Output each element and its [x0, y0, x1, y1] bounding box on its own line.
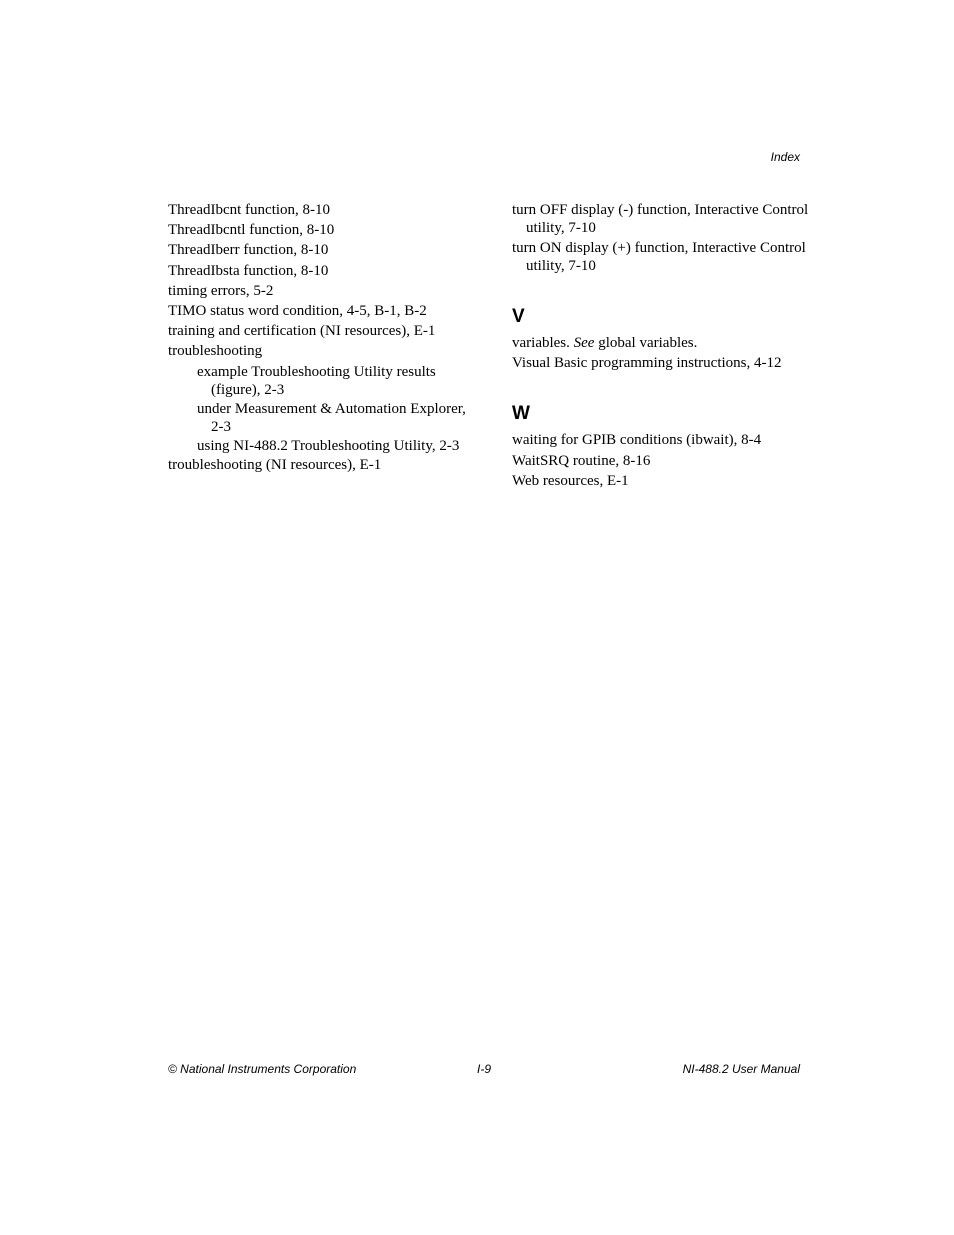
section-letter-w: W	[512, 403, 530, 425]
footer-manual-title: NI-488.2 User Manual	[682, 1062, 800, 1076]
index-entry: troubleshooting (NI resources), E-1	[168, 457, 382, 474]
index-subentry: under Measurement & Automation Explorer, 2-3	[197, 400, 466, 435]
running-header: Index	[770, 150, 800, 164]
index-entry: troubleshooting	[168, 343, 263, 360]
index-column-left	[168, 201, 468, 476]
index-entry: timing errors, 5-2	[168, 282, 274, 299]
page-number: I-9	[477, 1062, 492, 1076]
see-reference: See	[573, 335, 595, 352]
footer-copyright: © National Instruments Corporation	[168, 1062, 357, 1076]
index-entry: ThreadIbcnt function, 8-10	[168, 202, 331, 218]
index-entry: Visual Basic programming instructions, 4-12	[512, 355, 782, 372]
index-entry: Web resources, E-1	[512, 472, 629, 489]
index-entry: ThreadIbcntl function, 8-10	[168, 222, 335, 239]
index-entry	[512, 334, 812, 352]
index-column-right	[512, 201, 812, 492]
index-entry: turn ON display (+) function, Interactive Control utility, 7-10	[512, 240, 806, 275]
entry-text: global variables.	[594, 335, 698, 352]
section-letter-v: V	[512, 306, 525, 328]
index-subentry: example Troubleshooting Utility results (figure), 2-3	[197, 363, 436, 398]
index-entry: waiting for GPIB conditions (ibwait), 8-4	[512, 432, 762, 449]
index-entry: ThreadIbsta function, 8-10	[168, 262, 329, 279]
index-entry: WaitSRQ routine, 8-16	[512, 452, 651, 469]
entry-text: variables.	[512, 335, 574, 352]
index-entry: ThreadIberr function, 8-10	[168, 242, 329, 259]
index-entry: training and certification (NI resources), E-1	[168, 323, 436, 340]
index-subentry: using NI-488.2 Troubleshooting Utility, 2-3	[197, 437, 460, 454]
index-entry: TIMO status word condition, 4-5, B-1, B-2	[168, 302, 427, 319]
index-entry: turn OFF display (-) function, Interactive Control utility, 7-10	[512, 202, 809, 236]
